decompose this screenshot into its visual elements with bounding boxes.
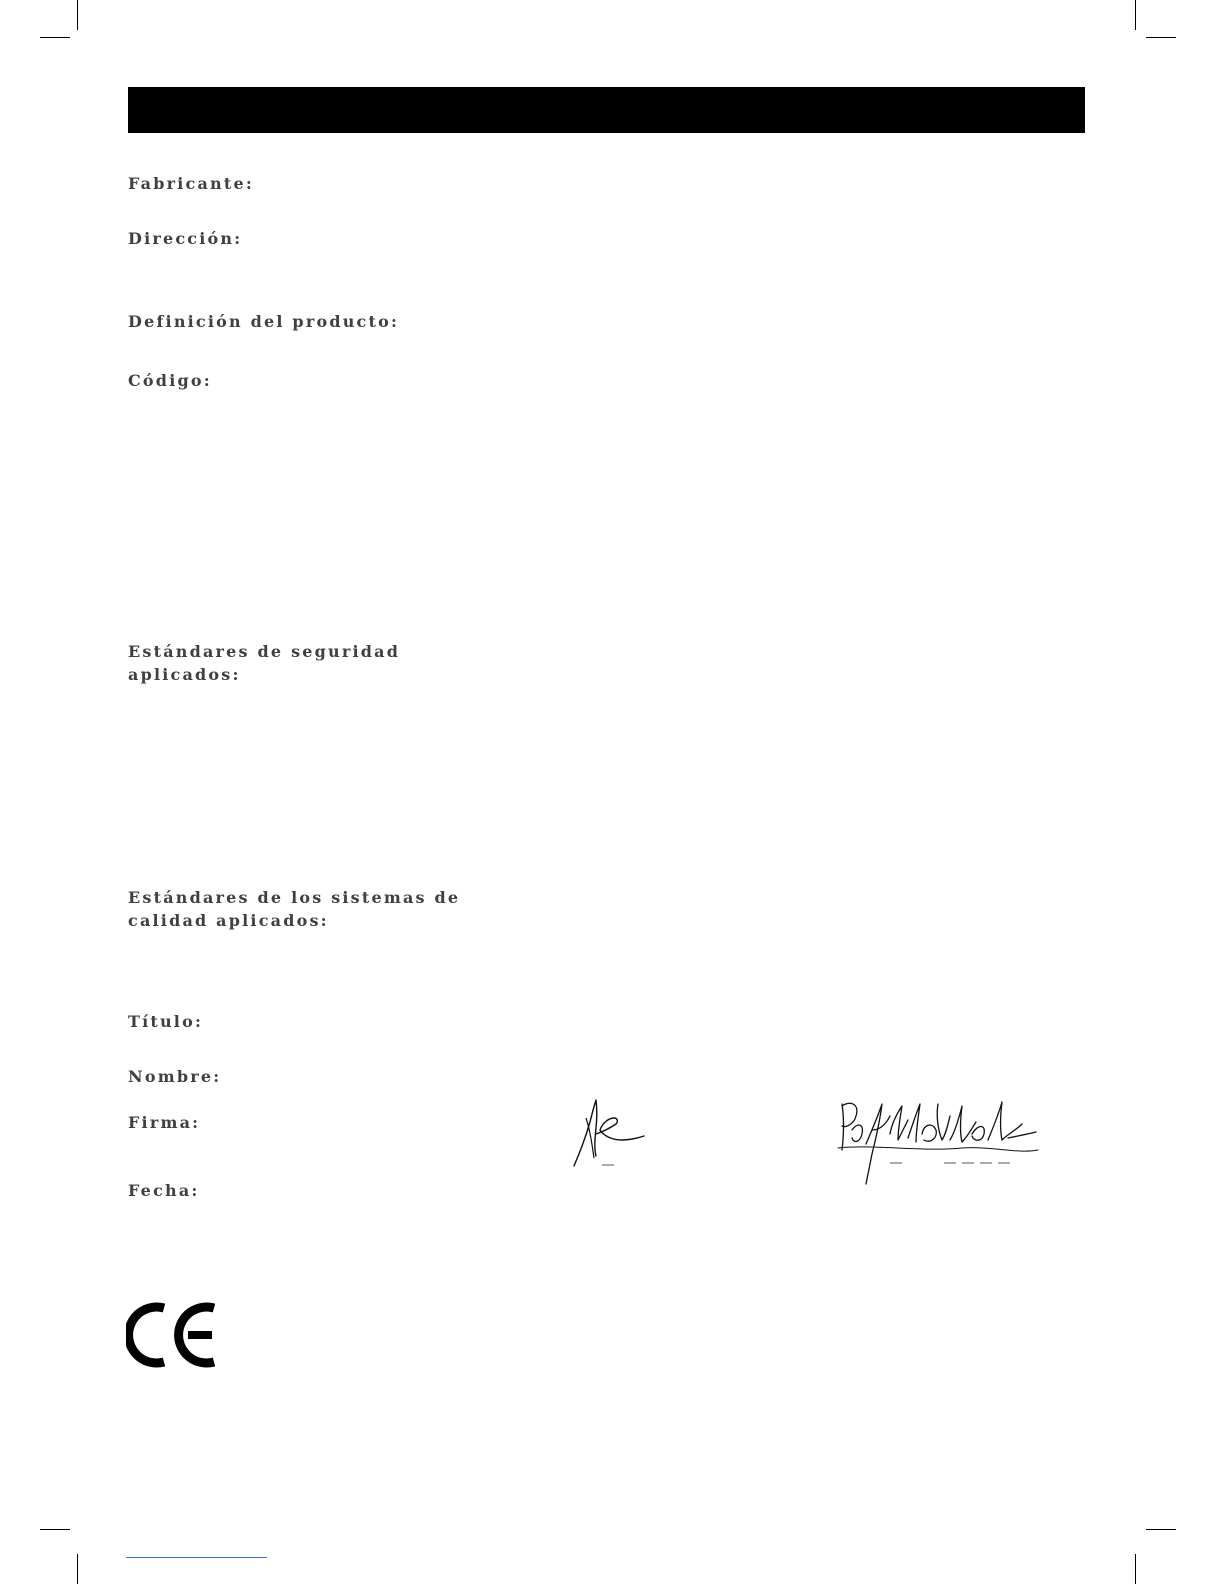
crop-mark-bottom-right-horizontal (1146, 1529, 1176, 1530)
footer-link-underline (126, 1557, 267, 1558)
manufacturer-label: Fabricante: (128, 174, 254, 193)
name-label: Nombre: (128, 1067, 222, 1086)
crop-mark-top-right-horizontal (1146, 37, 1176, 38)
crop-mark-top-left-vertical (77, 0, 78, 30)
crop-mark-bottom-left-horizontal (40, 1529, 70, 1530)
safety-standards-label: Estándares de seguridad aplicados: (128, 642, 401, 684)
product-definition-label: Definición del producto: (128, 312, 400, 331)
ce-mark-logo (126, 1300, 218, 1370)
header-bar (128, 87, 1085, 133)
quality-standards-label: Estándares de los sistemas de calidad aplicados: (128, 888, 461, 930)
date-label: Fecha: (128, 1181, 200, 1200)
title-label: Título: (128, 1012, 204, 1031)
code-label: Código: (128, 371, 212, 390)
signature-2 (832, 1094, 1042, 1188)
crop-mark-top-right-vertical (1135, 0, 1136, 30)
signature-label: Firma: (128, 1113, 201, 1132)
crop-mark-top-left-horizontal (40, 37, 70, 38)
address-label: Dirección: (128, 229, 243, 248)
crop-mark-bottom-left-vertical (77, 1554, 78, 1584)
signature-1 (566, 1094, 652, 1174)
crop-mark-bottom-right-vertical (1135, 1554, 1136, 1584)
